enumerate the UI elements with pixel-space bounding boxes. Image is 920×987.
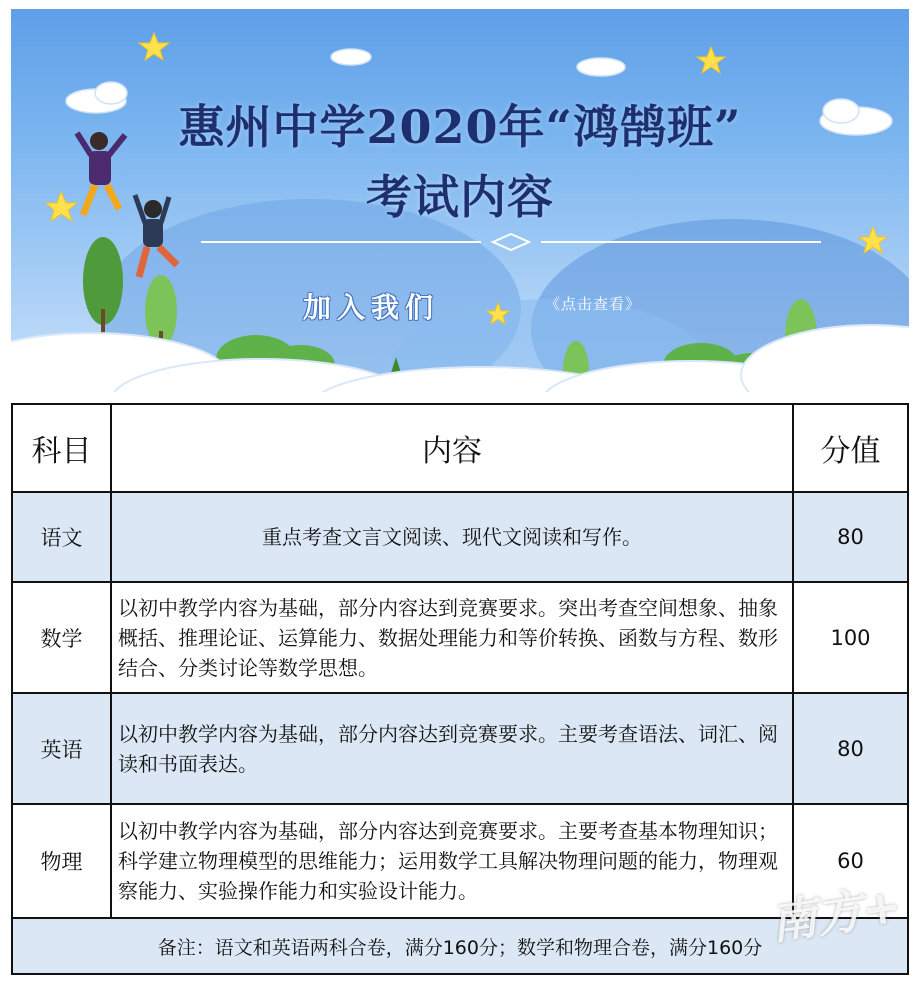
header-subject: 科目 xyxy=(11,403,112,493)
row-physics-content: 以初中教学内容为基础，部分内容达到竞赛要求。主要考查基本物理知识；科学建立物理模型的思维能力；运用数学工具解决物理问题的能力，物理观察能力、实验操作能力和实验设计能力。 xyxy=(110,803,794,919)
header-score: 分值 xyxy=(792,403,909,493)
row-english-subject: 英语 xyxy=(11,692,112,805)
row-chinese-content: 重点考查文言文阅读、现代文阅读和写作。 xyxy=(110,491,794,583)
row-physics-score: 60 xyxy=(792,803,909,919)
click-to-view-link[interactable]: 《点击查看》 xyxy=(545,295,642,313)
watermark-logo: 南方+ xyxy=(767,878,905,950)
row-physics-subject: 物理 xyxy=(11,803,112,919)
row-english-score: 80 xyxy=(792,692,909,805)
row-math-content: 以初中教学内容为基础，部分内容达到竞赛要求。突出考查空间想象、抽象概括、推理论证、运算能力、数据处理能力和等价转换、函数与方程、数形结合、分类讨论等数学思想。 xyxy=(110,581,794,694)
banner[interactable] xyxy=(11,9,909,392)
row-chinese-score: 80 xyxy=(792,491,909,583)
banner-title-line2: 考试内容 xyxy=(366,170,554,224)
table-note: 备注：语文和英语两科合卷，满分160分；数学和物理合卷，满分160分 xyxy=(11,917,909,975)
row-math-score: 100 xyxy=(792,581,909,694)
row-math-subject: 数学 xyxy=(11,581,112,694)
header-content: 内容 xyxy=(110,403,794,493)
banner-title-line1: 惠州中学2020年“鸿鹄班” xyxy=(178,100,742,154)
row-english-content: 以初中教学内容为基础，部分内容达到竞赛要求。主要考查语法、词汇、阅读和书面表达。 xyxy=(110,692,794,805)
join-us-link[interactable]: 加入我们 xyxy=(303,291,440,324)
row-chinese-subject: 语文 xyxy=(11,491,112,583)
